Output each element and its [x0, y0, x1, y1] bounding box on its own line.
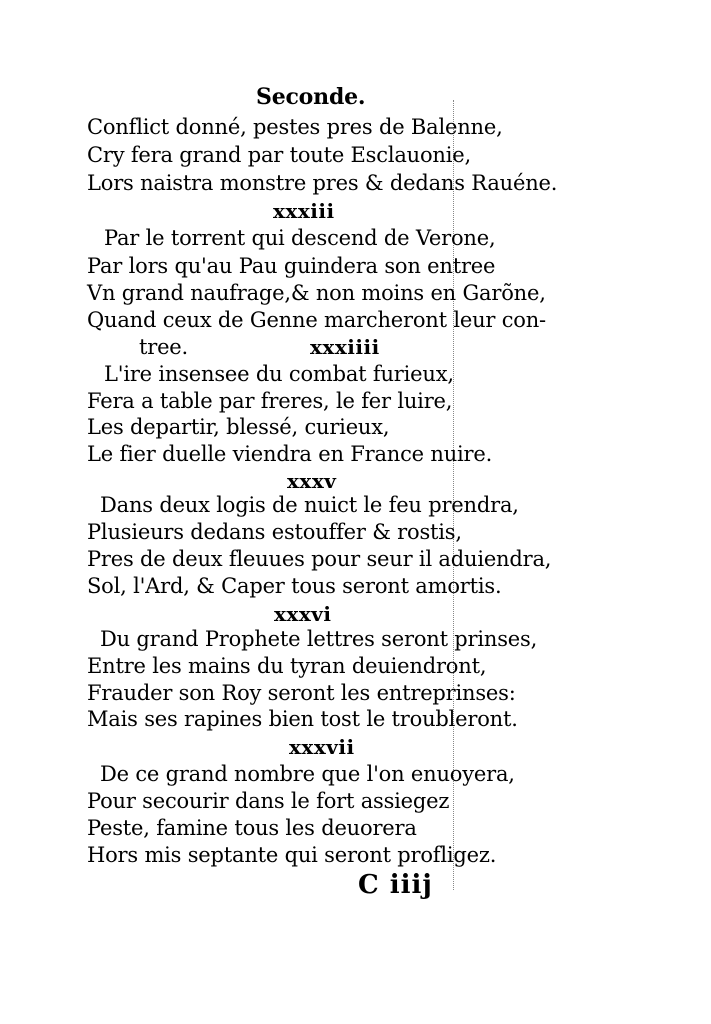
verse-line: Dans deux logis de nuict le feu prendra, — [100, 493, 519, 517]
signature-mark: C iiij — [358, 870, 433, 900]
running-header: Seconde. — [256, 84, 366, 110]
verse-line: L'ire insensee du combat furieux, — [104, 362, 454, 386]
verse-line: Hors mis septante qui seront profligez. — [87, 843, 497, 867]
quatrain-number: xxxiiii — [310, 335, 380, 359]
verse-line: Du grand Prophete lettres seront prinses, — [100, 627, 538, 651]
quatrain-number: xxxiii — [273, 199, 335, 223]
verse-line: Entre les mains du tyran deuiendront, — [87, 654, 487, 678]
verse-line: Conflict donné, pestes pres de Balenne, — [87, 115, 503, 139]
quatrain-number: xxxvi — [274, 602, 332, 626]
verse-line: Par lors qu'au Pau guindera son entree — [87, 254, 496, 278]
verse-line: Le fier duelle viendra en France nuire. — [87, 442, 493, 466]
verse-line: Pres de deux fleuues pour seur il aduiendra, — [87, 547, 552, 571]
verse-line: De ce grand nombre que l'on enuoyera, — [100, 762, 515, 786]
verse-line: Les departir, blessé, curieux, — [87, 415, 390, 439]
verse-line: Pour secourir dans le fort assiegez — [87, 789, 450, 813]
verse-line: Par le torrent qui descend de Verone, — [104, 226, 496, 250]
verse-line: Mais ses rapines bien tost le troubleront. — [87, 707, 518, 731]
quatrain-number: xxxvii — [289, 735, 355, 759]
verse-line: Sol, l'Ard, & Caper tous seront amortis. — [87, 574, 502, 598]
verse-line: Vn grand naufrage,& non moins en Garõne, — [87, 281, 546, 305]
quatrain-number: xxxv — [287, 469, 337, 493]
verse-line: Plusieurs dedans estouffer & rostis, — [87, 520, 462, 544]
verse-line: Fera a table par freres, le fer luire, — [87, 389, 453, 413]
verse-line: Lors naistra monstre pres & dedans Rauéne. — [87, 171, 558, 195]
verse-line: Peste, famine tous les deuorera — [87, 816, 417, 840]
verse-line: Quand ceux de Genne marcheront leur con- — [87, 308, 546, 332]
verse-line: Frauder son Roy seront les entreprinses: — [87, 681, 516, 705]
verse-line: tree. — [139, 335, 189, 359]
verse-line: Cry fera grand par toute Esclauonie, — [87, 143, 471, 167]
